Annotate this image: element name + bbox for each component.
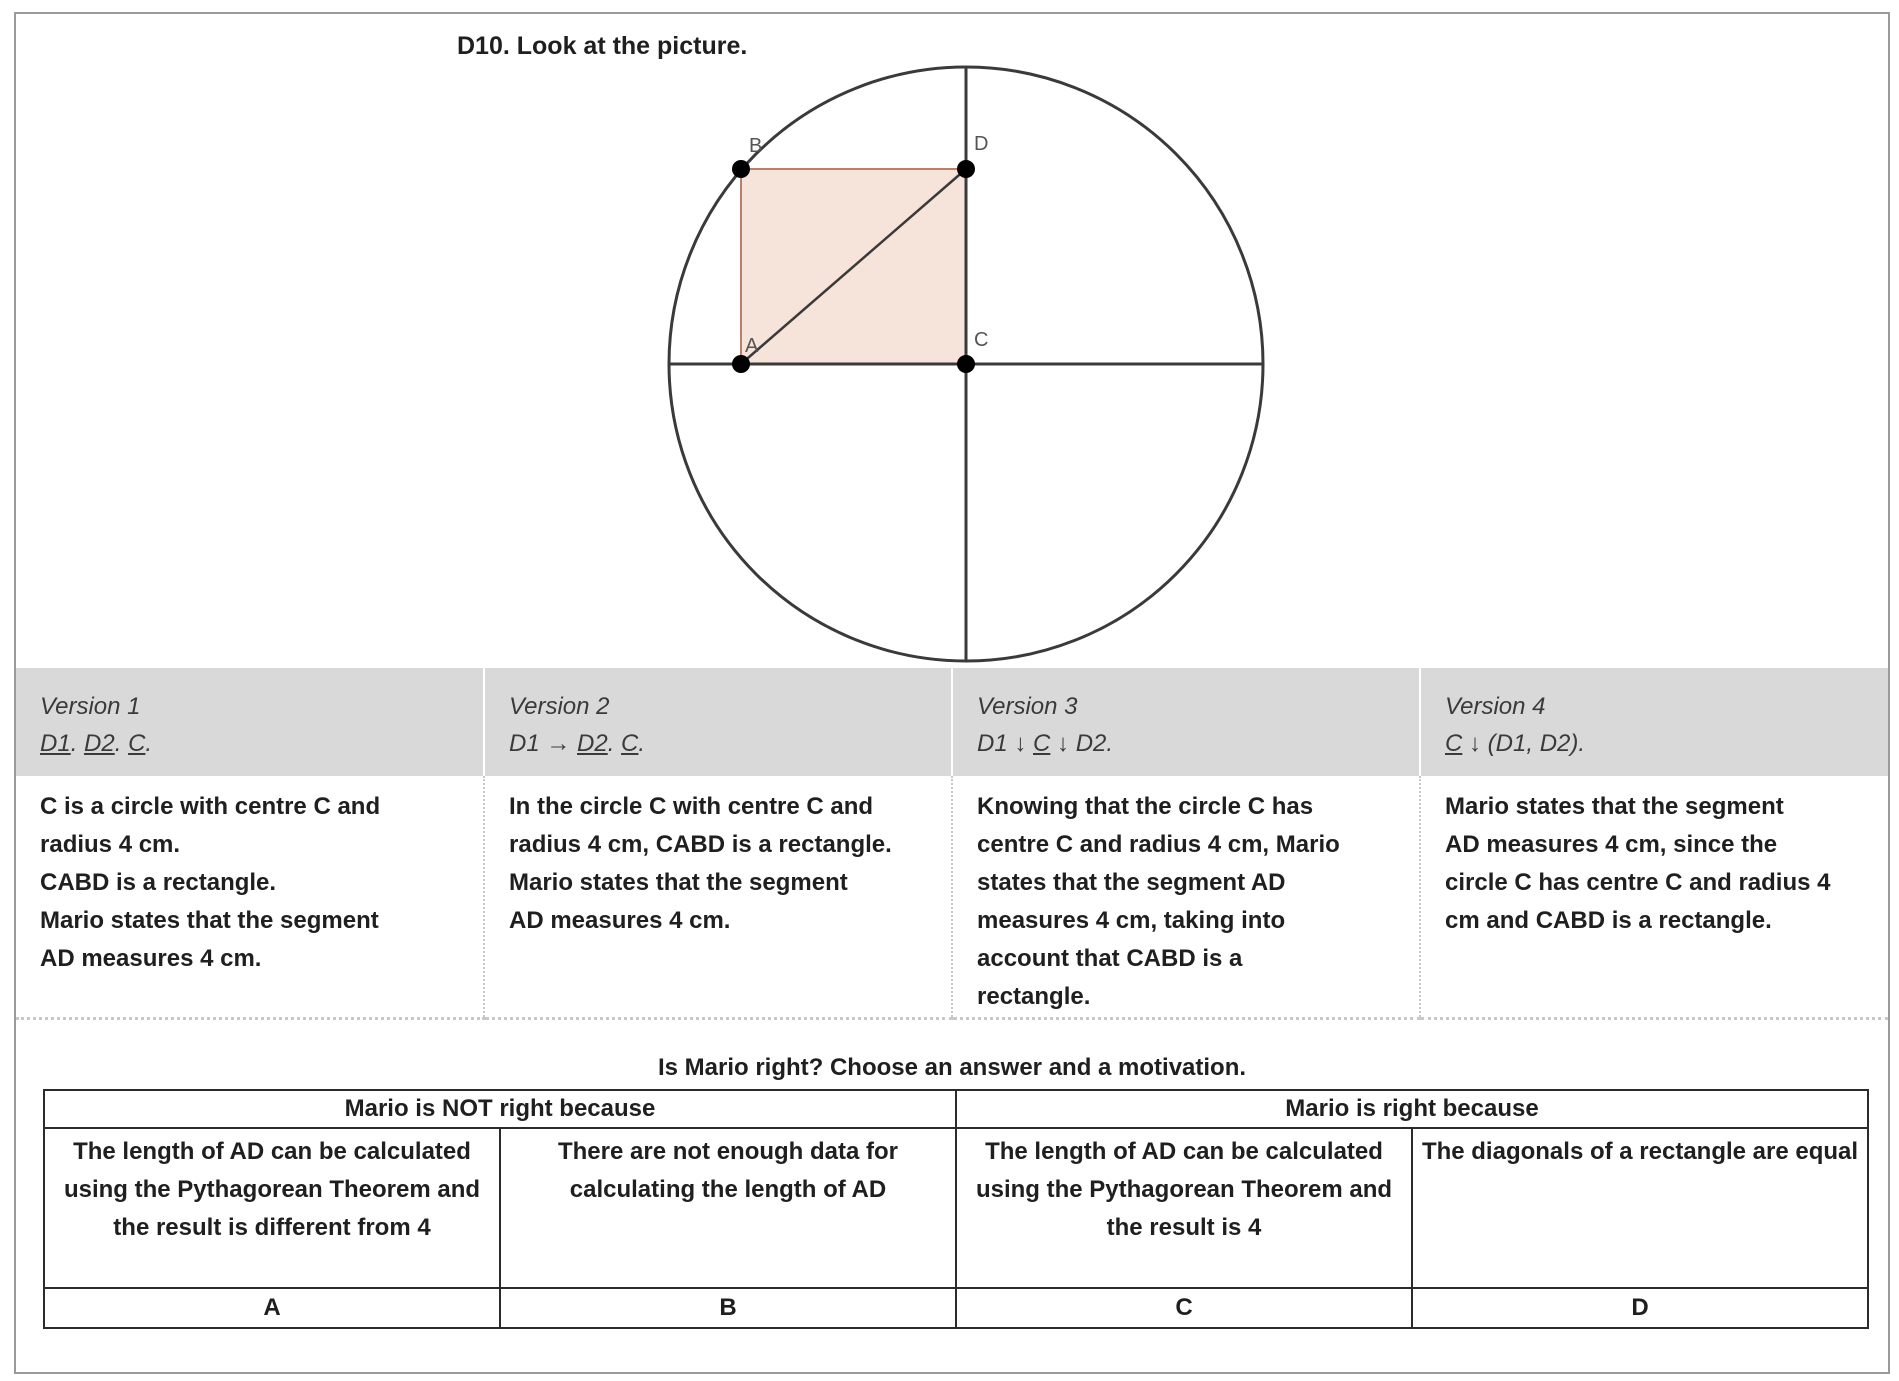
version-label: Version 3 — [977, 693, 1078, 720]
version-header — [484, 668, 952, 776]
label-d: D — [974, 133, 989, 155]
version-label: Version 1 — [40, 693, 141, 720]
answer-option-a[interactable]: The length of AD can be calculated using the Pythagorean Theorem and the result is different from 4 — [44, 1128, 500, 1288]
version-label: Version 4 — [1445, 693, 1546, 720]
label-a: A — [745, 335, 759, 357]
answer-letter-d[interactable]: D — [1412, 1288, 1868, 1328]
version-header — [952, 668, 1420, 776]
group-right: Mario is right because — [956, 1090, 1868, 1128]
geometry-figure — [16, 14, 1888, 674]
point-d — [957, 160, 975, 178]
answer-letter-c[interactable]: C — [956, 1288, 1412, 1328]
versions-header-row — [16, 668, 1888, 776]
question-title: D10. Look at the picture. — [457, 32, 748, 60]
answer-option-c[interactable]: The length of AD can be calculated using the Pythagorean Theorem and the result is 4 — [956, 1128, 1412, 1288]
group-not-right: Mario is NOT right because — [44, 1090, 956, 1128]
version-header — [1420, 668, 1888, 776]
version-header — [16, 668, 484, 776]
answer-letter-b[interactable]: B — [500, 1288, 956, 1328]
answer-letter-a[interactable]: A — [44, 1288, 500, 1328]
answers-group-row — [44, 1090, 1868, 1128]
version-formula: C ↓ (D1, D2). — [1445, 730, 1586, 757]
point-c — [957, 355, 975, 373]
version-text: Knowing that the circle C has centre C and radius 4 cm, Mario states that the segment AD measures 4 cm, taking into account that CABD is a rectangle. — [952, 776, 1420, 1019]
version-formula: D1 ↓ C ↓ D2. — [977, 730, 1114, 757]
answers-letter-row — [44, 1288, 1868, 1328]
document-page — [14, 12, 1890, 1374]
label-c: C — [974, 329, 989, 351]
answer-option-b[interactable]: There are not enough data for calculating the length of AD — [500, 1128, 956, 1288]
version-text: In the circle C with centre C and radius 4 cm, CABD is a rectangle. Mario states that the segment AD measures 4 cm. — [484, 776, 952, 1019]
versions-table — [16, 668, 1888, 1020]
answers-table — [43, 1089, 1869, 1329]
versions-text-row — [16, 776, 1888, 1019]
answer-option-d[interactable]: The diagonals of a rectangle are equal — [1412, 1128, 1868, 1288]
version-text: C is a circle with centre C and radius 4 cm. CABD is a rectangle. Mario states that the segment AD measures 4 cm. — [16, 776, 484, 1019]
point-a — [732, 355, 750, 373]
version-label: Version 2 — [509, 693, 610, 720]
version-text: Mario states that the segment AD measures 4 cm, since the circle C has centre C and radius 4 cm and CABD is a rectangle. — [1420, 776, 1888, 1019]
point-b — [732, 160, 750, 178]
version-formula: D1 → D2. C. — [509, 730, 646, 757]
answers-motivation-row — [44, 1128, 1868, 1288]
question-prompt: Is Mario right? Choose an answer and a motivation. — [657, 1054, 1247, 1081]
version-formula: D1. D2. C. — [40, 730, 153, 757]
label-b: B — [749, 135, 763, 157]
